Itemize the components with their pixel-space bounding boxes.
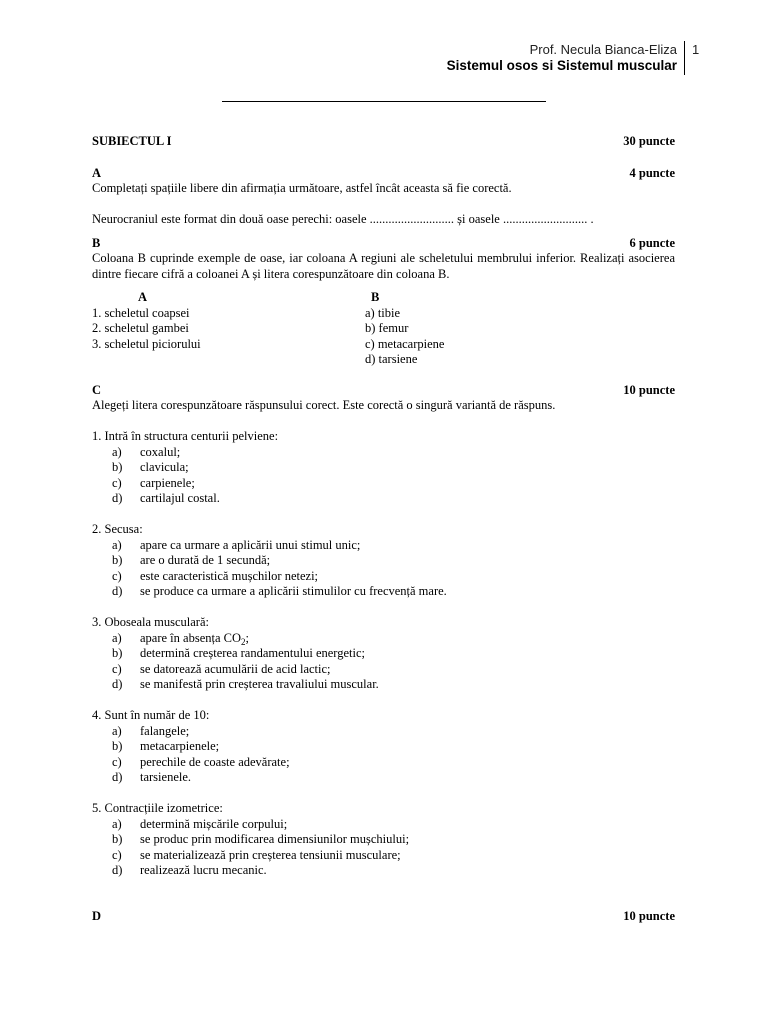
subject-points: 30 puncte	[623, 134, 675, 148]
answer-option: a) falangele;	[112, 723, 190, 738]
answer-option: a) apare ca urmare a aplicării unui stimul unic;	[112, 537, 361, 552]
answer-option: b) clavicula;	[112, 460, 189, 474]
column-b-item: b) femur	[365, 321, 409, 335]
subscript: 2	[241, 636, 246, 647]
question-3	[92, 615, 675, 693]
answer-option: b) metacarpienele;	[112, 739, 220, 753]
section-b-instruction: Coloana B cuprinde exemple de oase, iar coloana A regiuni ale scheletului membrului inferior. Realizați asocierea dintre fiecare cifră a coloanei A și litera corespunzătoare din coloana B.	[92, 251, 675, 281]
answer-option: c) se materializează prin creșterea tensiunii musculare;	[112, 847, 401, 862]
header-separator	[684, 41, 685, 75]
answer-option: b) se produc prin modificarea dimensiunilor mușchiului;	[112, 832, 410, 846]
section-b-label: B	[92, 235, 101, 250]
question-stem: 2. Secusa:	[92, 522, 143, 536]
section-b	[92, 236, 675, 368]
column-b-item: a) tibie	[365, 305, 401, 320]
column-b-header: B	[371, 290, 380, 304]
column-a-item: 2. scheletul gambei	[92, 321, 189, 335]
answer-option: c) perechile de coaste adevărate;	[112, 754, 290, 769]
answer-option: d) se manifestă prin creșterea travaliului muscular.	[112, 677, 379, 691]
section-a-points: 4 puncte	[629, 165, 675, 180]
header-author: Prof. Necula Bianca-Eliza	[529, 42, 677, 57]
answer-option: a) determină mișcările corpului;	[112, 816, 288, 831]
section-a-instruction: Completați spațiile libere din afirmația următoare, astfel încât aceasta să fie corectă.	[92, 181, 512, 195]
section-b-heading	[92, 236, 675, 252]
section-c-points: 10 puncte	[623, 382, 675, 397]
column-b	[365, 290, 565, 368]
column-b-item: d) tarsiene	[365, 352, 418, 366]
section-c-instruction: Alegeți litera corespunzătoare răspunsului corect. Este corectă o singură variantă de răspuns.	[92, 398, 556, 412]
section-a-heading	[92, 166, 675, 182]
header-title: Sistemul osos si Sistemul muscular	[446, 58, 677, 73]
column-b-item: c) metacarpiene	[365, 336, 445, 351]
question-stem: 5. Contracțiile izometrice:	[92, 801, 223, 815]
subject-heading	[92, 134, 675, 150]
exam-content	[92, 134, 675, 924]
section-d-label: D	[92, 908, 102, 923]
question-stem: 3. Oboseala musculară:	[92, 615, 209, 629]
section-c-heading	[92, 383, 675, 399]
question-2	[92, 522, 675, 600]
column-a-item: 1. scheletul coapsei	[92, 305, 190, 320]
section-a	[92, 166, 675, 228]
name-blank-line	[222, 101, 546, 102]
answer-option: a) apare în absența $CO_2$;	[112, 630, 249, 647]
question-1	[92, 429, 675, 507]
subject-title: SUBIECTUL I	[92, 134, 172, 148]
answer-option: c) carpienele;	[112, 475, 195, 490]
column-a-item: 3. scheletul piciorului	[92, 336, 201, 351]
answer-option: d) realizează lucru mecanic.	[112, 863, 267, 877]
section-d-heading	[92, 909, 675, 925]
answer-option: c) este caracteristică mușchilor netezi;	[112, 568, 319, 583]
answer-option: d) tarsienele.	[112, 770, 192, 784]
question-stem: 1. Intră în structura centurii pelviene:	[92, 429, 279, 443]
answer-option: a) coxalul;	[112, 444, 181, 459]
column-a-header: A	[138, 290, 148, 304]
question-4	[92, 708, 675, 786]
question-stem: 4. Sunt în număr de 10:	[92, 708, 210, 722]
matching-columns	[92, 290, 675, 368]
section-c-label: C	[92, 382, 102, 397]
answer-option: d) se produce ca urmare a aplicării stimulilor cu frecvență mare.	[112, 584, 447, 598]
question-5	[92, 801, 675, 879]
section-c	[92, 383, 675, 879]
section-a-label: A	[92, 165, 102, 180]
answer-option: c) se datorează acumulării de acid lactic;	[112, 661, 331, 676]
column-a	[92, 290, 365, 368]
section-d-points: 10 puncte	[623, 908, 675, 923]
page-number: 1	[692, 42, 700, 57]
section-b-points: 6 puncte	[629, 235, 675, 250]
answer-option: b) are o durată de 1 secundă;	[112, 553, 271, 567]
answer-option: d) cartilajul costal.	[112, 491, 220, 505]
section-a-statement: Neurocraniul este format din două oase perechi: oasele ........................... și oasele ........................... .	[92, 212, 594, 226]
answer-option: b) determină creșterea randamentului energetic;	[112, 646, 365, 660]
